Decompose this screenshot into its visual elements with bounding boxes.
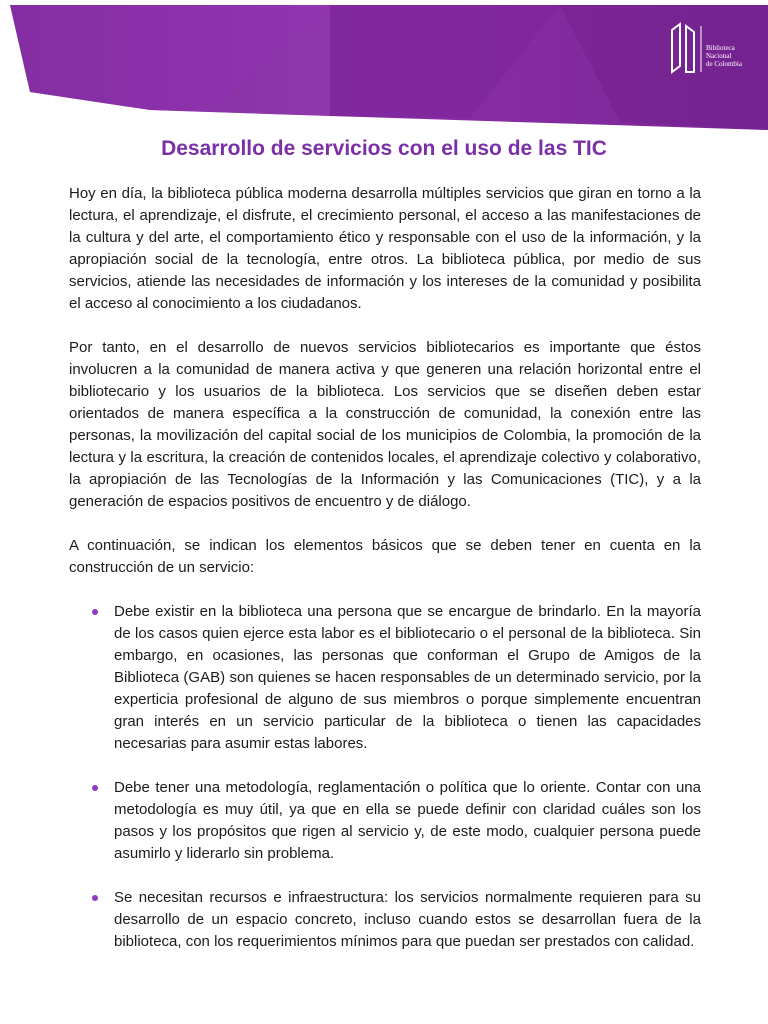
bullet-icon — [92, 609, 98, 615]
list-item-text: Debe tener una metodología, reglamentación o política que lo oriente. Contar con una metodología es muy útil, ya que en ella se puede definir con claridad cuáles son los pasos y los propósitos que rigen al servicio y, de este modo, cualquier persona puede asumirlo y liderarlo sin problema. — [114, 779, 701, 862]
bullet-icon — [92, 895, 98, 901]
elements-list — [69, 601, 701, 953]
list-item-text: Debe existir en la biblioteca una persona que se encargue de brindarlo. En la mayoría de los casos quien ejerce esta labor es el bibliotecario o el personal de la biblioteca. Sin embargo, en ocasiones, las personas que conforman el Grupo de Amigos de la Biblioteca (GAB) son quienes se hacen responsables de un determinado servicio, por la experticia profesional de alguno de sus miembros o porque simplemente encuentran gran interés en un servicio particular de la biblioteca o tienen las capacidades necesarias para asumir estas labores. — [114, 603, 701, 752]
paragraph: Por tanto, en el desarrollo de nuevos servicios bibliotecarios es importante que éstos involucren a la comunidad de manera activa y que generen una relación horizontal entre el bibliotecario y los usuarios de la biblioteca. Los servicios que se diseñen deben estar orientados de manera específica a la construcción de comunidad, la conexión entre las personas, la movilización del capital social de los municipios de Colombia, la promoción de la lectura y la escritura, la creación de contenidos locales, el aprendizaje colectivo y colaborativo, la apropiación de las Tecnologías de la Información y las Comunicaciones (TIC), y a la generación de espacios positivos de encuentro y de diálogo. — [69, 339, 701, 510]
bullet-icon — [92, 785, 98, 791]
document-body — [69, 183, 701, 975]
logo-line-3: de Colombia — [706, 60, 742, 68]
list-item — [114, 777, 701, 865]
document-title: Desarrollo de servicios con el uso de las TIC — [161, 137, 607, 160]
logo-line-1: Biblioteca — [706, 44, 735, 52]
header-banner — [0, 0, 768, 135]
logo-line-2: Nacional — [706, 52, 732, 60]
paragraph: Hoy en día, la biblioteca pública moderna desarrolla múltiples servicios que giran en torno a la lectura, el aprendizaje, el disfrute, el crecimiento personal, el acceso a las manifestaciones de la cultura y del arte, el comportamiento ético y responsable con el uso de la información, y la apropiación social de la tecnología, entre otros. La biblioteca pública, por medio de sus servicios, atiende las necesidades de información y los intereses de la comunidad y posibilita el acceso al conocimiento a los ciudadanos. — [69, 185, 701, 312]
logo-text — [706, 44, 742, 68]
list-item — [114, 601, 701, 755]
paragraph: A continuación, se indican los elementos básicos que se deben tener en cuenta en la construcción de un servicio: — [69, 537, 701, 576]
list-item — [114, 887, 701, 953]
list-item-text: Se necesitan recursos e infraestructura: los servicios normalmente requieren para su desarrollo de un espacio concreto, incluso cuando estos se desarrollan fuera de la biblioteca, con los requerimientos mínimos para que puedan ser prestados con calidad. — [114, 889, 701, 950]
